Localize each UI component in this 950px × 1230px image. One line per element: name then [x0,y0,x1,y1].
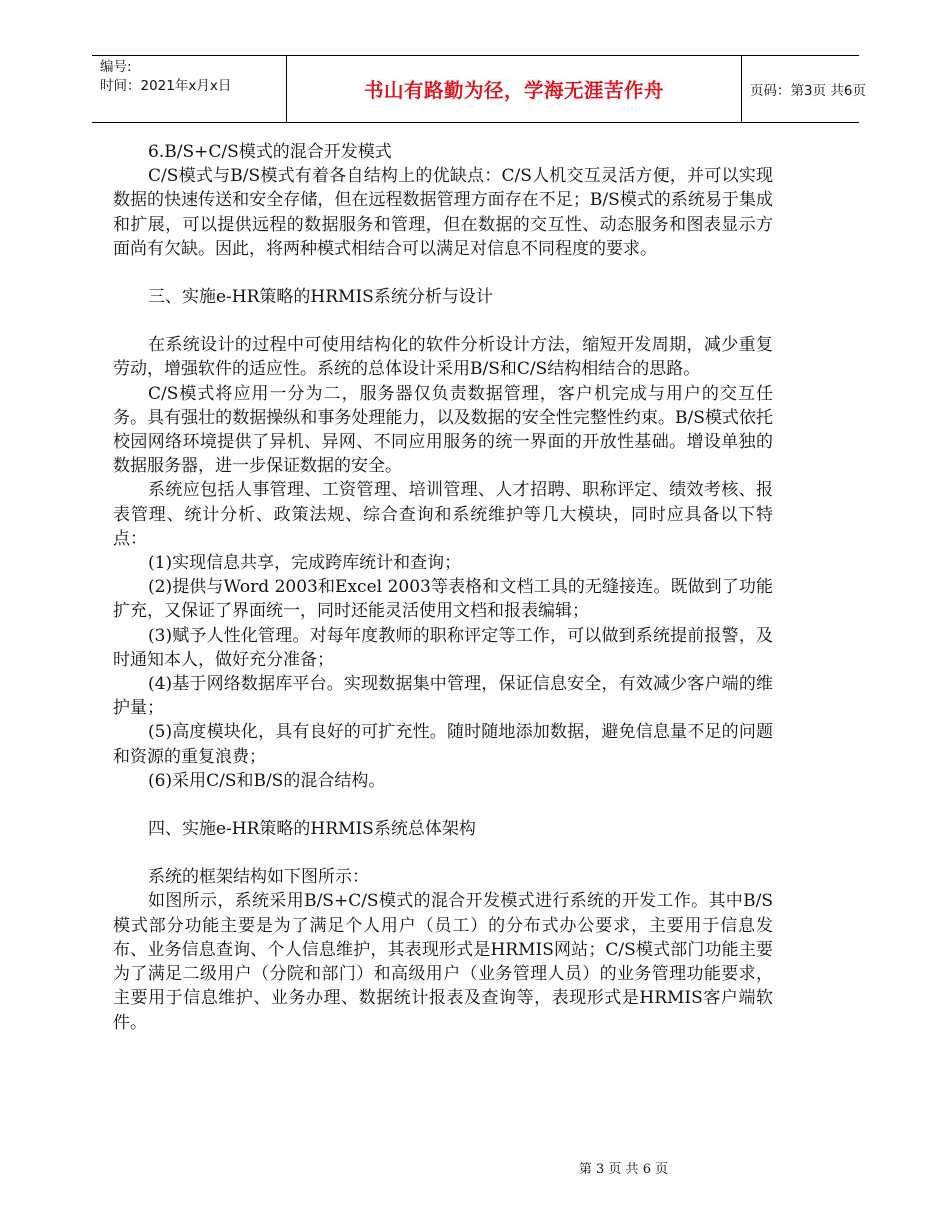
paragraph: C/S模式与B/S模式有着各自结构上的优缺点：C/S人机交互灵活方便，并可以实现数据的快速传送和安全存储，但在远程数据管理方面存在不足；B/S模式的系统易于集成和扩展，可以提供远程的数据服务和管理，但在数据的交互性、动态服务和图表显示方面尚有欠缺。因此，将两种模式相结合可以满足对信息不同程度的要求。 [113,166,773,259]
section-heading-3: 三、实施e-HR策略的HRMIS系统分析与设计 [148,287,493,308]
serial-label: 编号: [100,59,132,75]
section-heading-4: 四、实施e-HR策略的HRMIS系统总体架构 [148,819,476,840]
feature-item: (5)高度模块化，具有良好的可扩充性。随时随地添加数据，避免信息量不足的问题和资源的重复浪费； [113,722,773,767]
page-header [92,55,866,123]
feature-item: (2)提供与Word 2003和Excel 2003等表格和文档工具的无缝接连。既做到了功能扩充，又保证了界面统一，同时还能灵活使用文档和报表编辑； [113,577,773,622]
paragraph: 如图所示，系统采用B/S+C/S模式的混合开发模式进行系统的开发工作。其中B/S模式部分功能主要是为了满足个人用户（员工）的分布式办公要求，主要用于信息发布、业务信息查询、个人信息维护，其表现形式是HRMIS网站；C/S模式部门功能主要为了满足二级用户（分院和部门）和高级用户（业务管理人员）的业务管理功能要求，主要用于信息维护、业务办理、数据统计报表及查询等，表现形式是HRMIS客户端软件。 [113,891,773,1033]
paragraph: 系统的框架结构如下图所示： [148,867,369,888]
header-meta [92,56,286,122]
time-label: 时间：2021年x月x日 [100,78,232,94]
footer-page-number: 第 3 页 共 6 页 [578,1162,669,1177]
page-footer [0,1158,950,1177]
feature-item: (4)基于网络数据库平台。实现数据集中管理，保证信息安全，有效减少客户端的维护量； [113,674,773,719]
header-motto: 书山有路勤为径，学海无涯苦作舟 [286,56,742,122]
feature-item: (3)赋予人性化管理。对每年度教师的职称评定等工作，可以做到系统提前报警，及时通知本人，做好充分准备； [113,625,773,670]
feature-item: (6)采用C/S和B/S的混合结构。 [148,770,386,791]
section-heading-6: 6.B/S+C/S模式的混合开发模式 [148,142,392,162]
paragraph: C/S模式将应用一分为二，服务器仅负责数据管理，客户机完成与用户的交互任务。具有强壮的数据操纵和事务处理能力，以及数据的安全性完整性约束。B/S模式依托校园网络环境提供了异机、异网、不同应用服务的统一界面的开放性基础。增设单独的数据服务器，进一步保证数据的安全。 [113,383,773,477]
feature-item: (1)实现信息共享，完成跨库统计和查询； [148,553,462,574]
paragraph: 系统应包括人事管理、工资管理、培训管理、人才招聘、职称评定、绩效考核、报表管理、统计分析、政策法规、综合查询和系统维护等几大模块，同时应具备以下特点： [113,480,773,549]
header-page-info: 页码：第3页 共6页 [750,83,866,99]
document-body [113,140,773,1035]
paragraph: 在系统设计的过程中可使用结构化的软件分析设计方法，缩短开发周期，减少重复劳动，增强软件的适应性。系统的总体设计采用B/S和C/S结构相结合的思路。 [113,335,773,380]
